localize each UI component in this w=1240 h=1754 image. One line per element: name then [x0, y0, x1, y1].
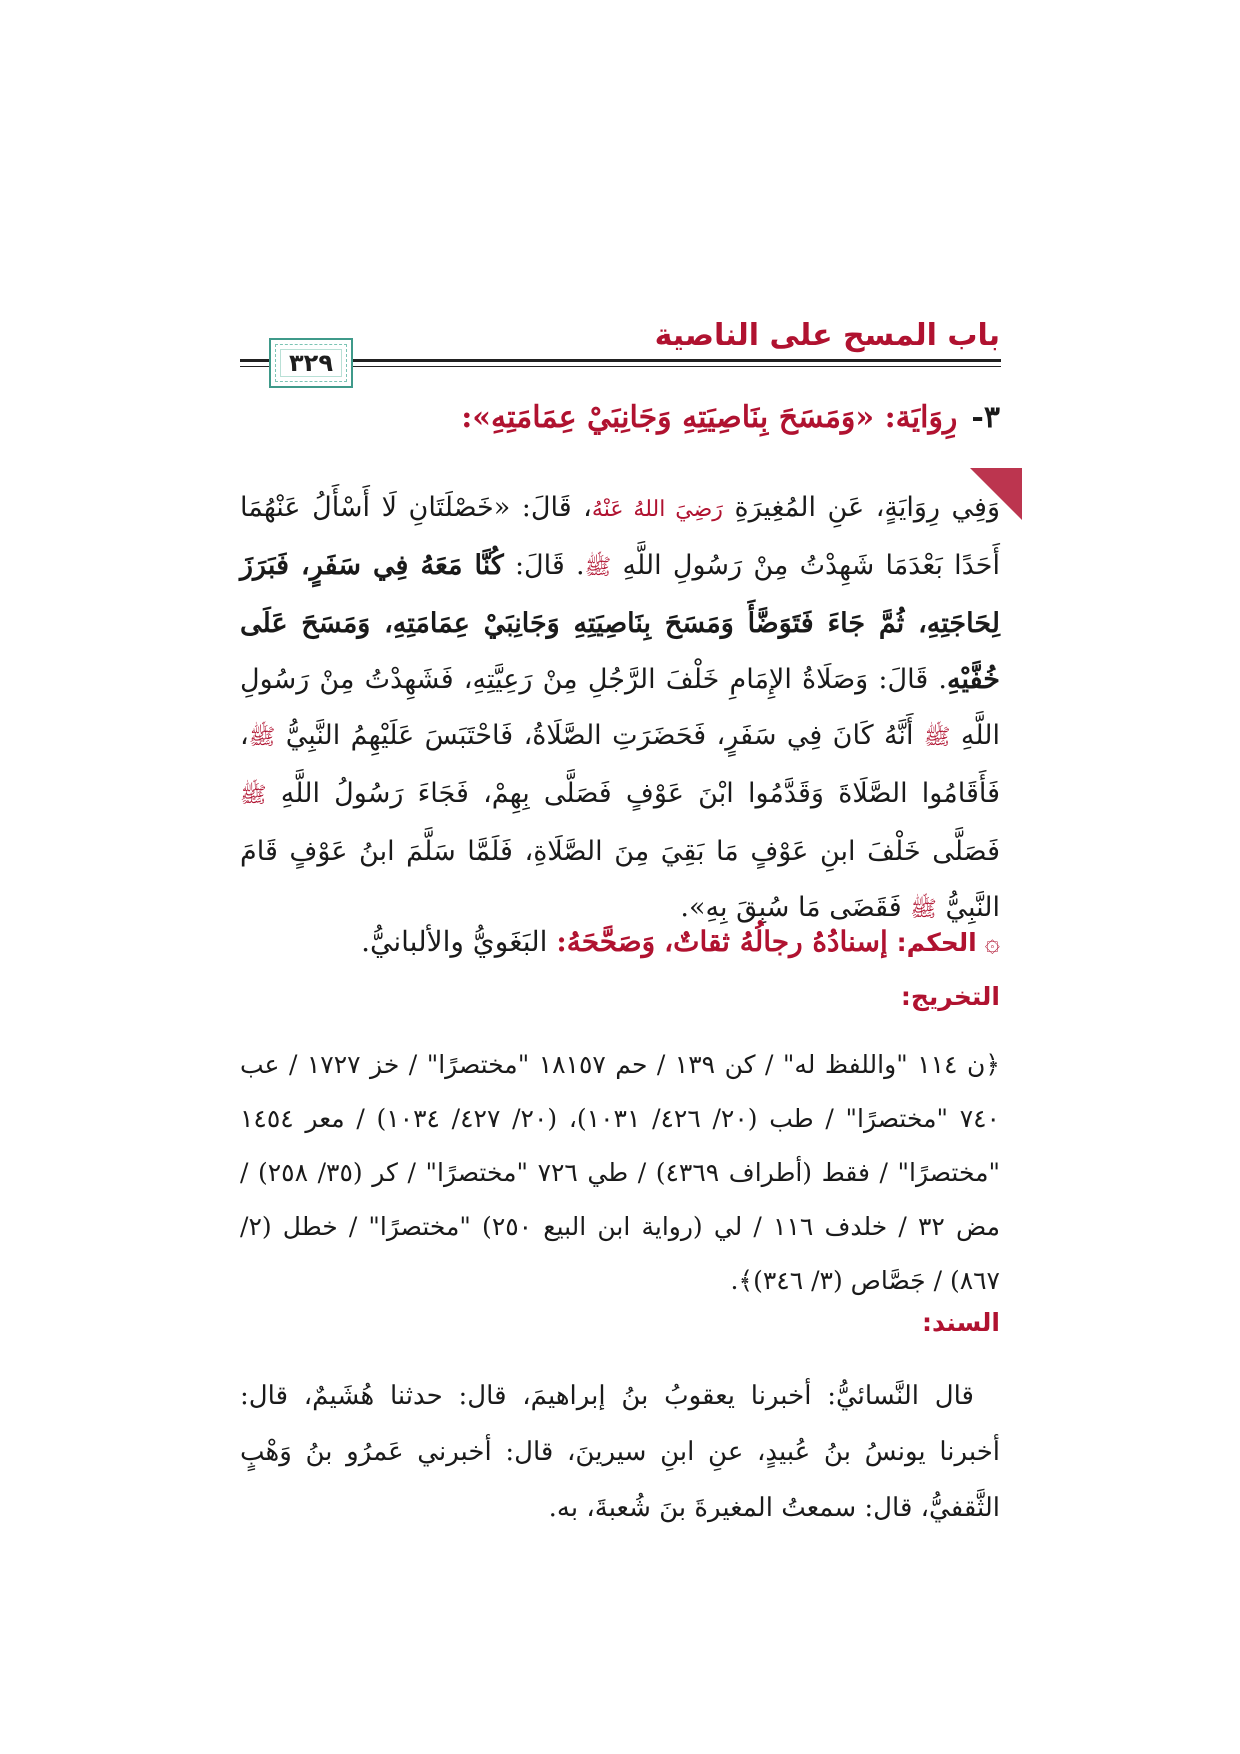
hadith-part: فَصَلَّى خَلْفَ ابنِ عَوْفٍ مَا بَقِيَ مِنَ الصَّلَاةِ، فَلَمَّا سَلَّمَ ابنُ عَوْفٍ قَامَ النَّبِيُّ: [240, 836, 1000, 923]
salla-honorific: ﷺ: [923, 725, 951, 750]
header-rule-top: [367, 359, 1001, 362]
takhrij-text: [240, 1038, 1000, 1308]
hadith-part: فَقَضَى مَا سُبِقَ بِهِ».: [680, 892, 911, 923]
section-number: ٣-: [971, 400, 1000, 435]
sanad-paragraph: قال النَّسائيُّ: أخبرنا يعقوبُ بنُ إبراهيمَ، قال: حدثنا هُشَيمٌ، قال: أخبرنا يونسُ بنُ عُبيدٍ، عنِ ابنِ سيرينَ، قال: أخبرني عَمرُو بنُ وَهْبٍ الثَّقفيُّ، قال: سمعتُ المغيرةَ بنَ شُعبةَ، به.: [240, 1381, 1000, 1523]
salla-honorific: ﷺ: [240, 783, 267, 808]
hadith-part: أَنَّهُ كَانَ فِي سَفَرٍ، فَحَضَرَتِ الصَّلَاةُ، فَاحْتَبَسَ عَلَيْهِمُ النَّبِيُّ: [285, 720, 924, 751]
salla-honorific: ﷺ: [584, 555, 612, 580]
verdict-label: الحكم:: [896, 928, 977, 957]
takhrij-paragraph: ﴿ن ١١٤ "واللفظ له" / كن ١٣٩ / حم ١٨١٥٧ "مختصرًا" / خز ١٧٢٧ / عب ٧٤٠ "مختصرًا" / طب (٢٠/ ٤٢٦/ ١٠٣١)، (٢٠/ ٤٢٧/ ١٠٣٤) / معر ١٤٥٤ "مختصرًا" / فقط (أطراف ٤٣٦٩) / طي ٧٢٦ "مختصرًا" / كر (٣٥/ ٢٥٨) / مض ٣٢ / خلدف ١١٦ / لي (رواية ابن البيع ٢٥٠) "مختصرًا" / خطل (٢/ ٨٦٧) / جَصَّاص (٣/ ٣٤٦)﴾.: [240, 1050, 1000, 1295]
hadith-part: ، فَأَقَامُوا الصَّلَاةَ وَقَدَّمُوا ابْنَ عَوْفٍ فَصَلَّى بِهِمْ، فَجَاءَ رَسُولُ اللَّهِ: [240, 720, 1000, 809]
radiya-honorific: رَضِيَ اللهُ عَنْهُ: [591, 497, 723, 522]
authenticators: البَغَويُّ والألبانيُّ.: [361, 925, 548, 958]
hadith-part: . قَالَ: وَصَلَاةُ الإِمَامِ خَلْفَ الرَّجُلِ مِنْ رَعِيَّتِهِ، فَشَهِدْتُ مِنْ رَسُولِ اللَّهِ: [240, 664, 1000, 751]
takhrij-heading: التخريج:: [900, 982, 1000, 1011]
page-number-badge: [269, 338, 353, 388]
section-title: رِوَايَة: «وَمَسَحَ بِنَاصِيَتِهِ وَجَانِبَيْ عِمَامَتِهِ»:: [461, 400, 958, 435]
section-heading: [461, 400, 1000, 435]
page-number: ٣٢٩: [289, 349, 333, 377]
running-title: باب المسح على الناصية: [654, 318, 1000, 353]
salla-honorific: ﷺ: [248, 725, 276, 750]
hadith-part: ، قَالَ: «خَصْلَتَانِ لَا أَسْأَلُ عَنْهُمَا أَحَدًا بَعْدَمَا شَهِدْتُ مِنْ رَسُولِ اللَّهِ: [240, 492, 1000, 581]
hadith-text: [240, 480, 1000, 938]
flower-icon: ۞: [984, 928, 1000, 958]
authenticated-label: وَصَحَّحَهُ:: [556, 925, 656, 958]
hadith-part: . قَالَ:: [503, 550, 585, 581]
verdict-line: [240, 925, 1000, 958]
salla-honorific: ﷺ: [910, 897, 937, 922]
sanad-text: [240, 1368, 1000, 1536]
hadith-part: وَفِي رِوَايَةٍ، عَنِ المُغِيرَةِ: [734, 492, 1000, 523]
verdict-text: إسنادُهُ رجالُهُ ثقاتٌ،: [664, 925, 888, 958]
hadith-bold-part: كُنَّا مَعَهُ فِي سَفَرٍ، فَبَرَزَ لِحَاجَتِهِ، ثُمَّ جَاءَ فَتَوَضَّأَ وَمَسَحَ بِنَاصِيَتِهِ وَجَانِبَيْ عِمَامَتِهِ، وَمَسَحَ عَلَى خُفَّيْهِ: [240, 550, 1000, 695]
header-rule-bottom: [367, 366, 1001, 367]
sanad-heading: السند:: [921, 1308, 1000, 1337]
